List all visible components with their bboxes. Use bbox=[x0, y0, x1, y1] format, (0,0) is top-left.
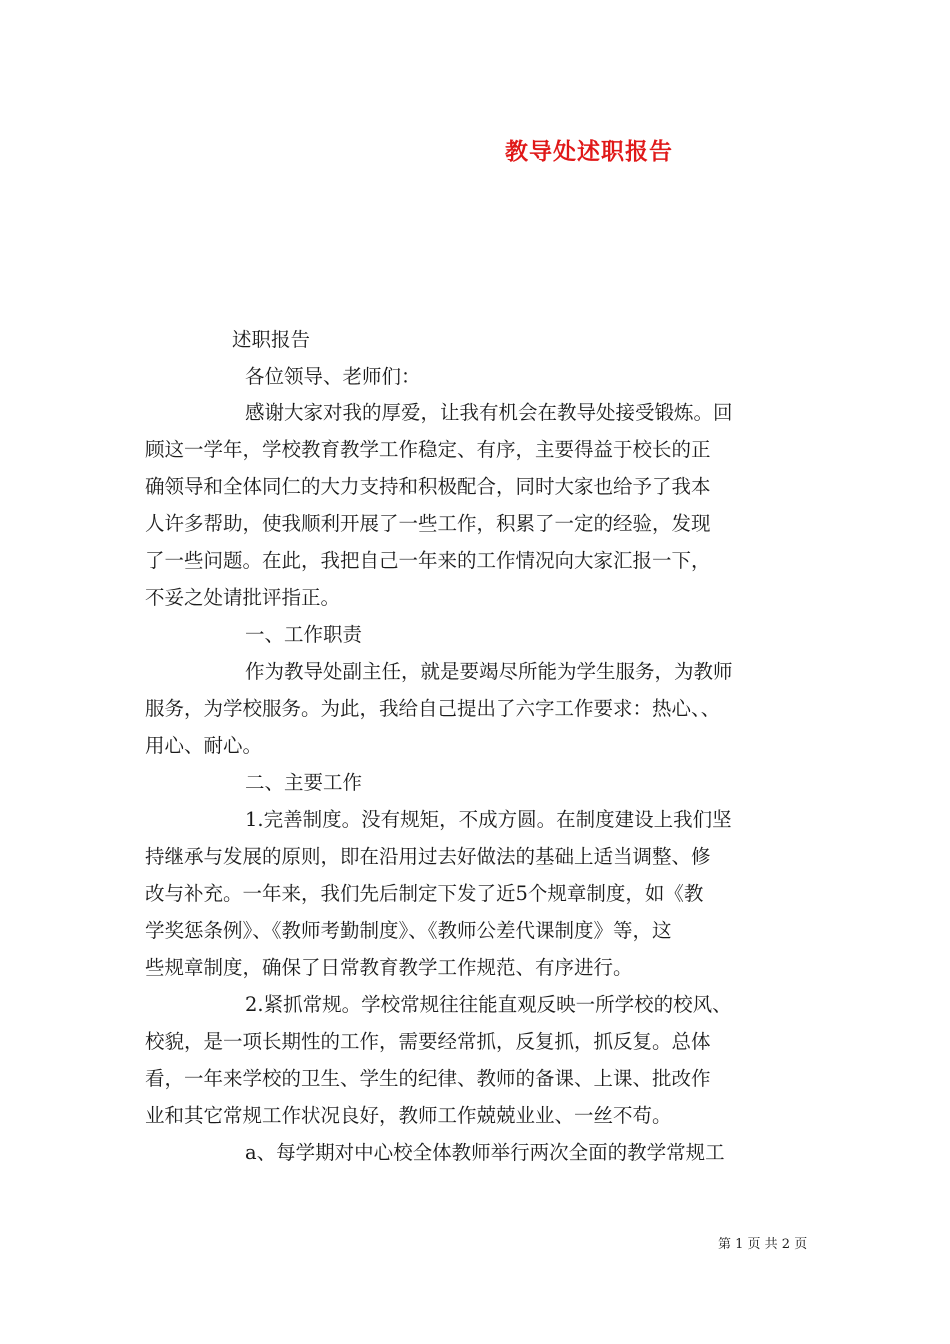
text-line: 改与补充。一年来，我们先后制定下发了近5个规章制度，如《教 bbox=[145, 882, 704, 905]
text-line: a、每学期对中心校全体教师举行两次全面的教学常规工 bbox=[245, 1141, 725, 1164]
text-line: 学奖惩条例》、《教师考勤制度》、《教师公差代课制度》等，这 bbox=[145, 919, 672, 942]
text-line: 感谢大家对我的厚爱，让我有机会在教导处接受锻炼。回 bbox=[245, 401, 733, 424]
text-line: 述职报告 bbox=[232, 328, 311, 351]
text-line: 不妥之处请批评指正。 bbox=[145, 586, 341, 609]
text-line: 2.紧抓常规。学校常规往往能直观反映一所学校的校风、 bbox=[245, 993, 732, 1016]
text-line: 校貌，是一项长期性的工作，需要经常抓，反复抓，抓反复。总体 bbox=[145, 1030, 711, 1053]
text-line: 1.完善制度。没有规矩，不成方圆。在制度建设上我们坚 bbox=[245, 808, 732, 831]
section-heading: 二、主要工作 bbox=[245, 771, 363, 794]
text-line: 顾这一学年，学校教育教学工作稳定、有序，主要得益于校长的正 bbox=[145, 438, 711, 461]
text-line: 业和其它常规工作状况良好，教师工作兢兢业业、一丝不苟。 bbox=[145, 1104, 672, 1127]
page-footer: 第 1 页 共 2 页 bbox=[718, 1237, 808, 1252]
text-line: 看，一年来学校的卫生、学生的纪律、教师的备课、上课、批改作 bbox=[145, 1067, 711, 1090]
text-line: 些规章制度，确保了日常教育教学工作规范、有序进行。 bbox=[145, 956, 633, 979]
text-line: 作为教导处副主任，就是要竭尽所能为学生服务，为教师 bbox=[245, 660, 733, 683]
text-line: 持继承与发展的原则，即在沿用过去好做法的基础上适当调整、修 bbox=[145, 845, 711, 868]
text-line: 服务，为学校服务。为此，我给自己提出了六字工作要求：热心、、 bbox=[145, 697, 721, 720]
text-line: 用心、耐心。 bbox=[145, 734, 263, 757]
text-line: 人许多帮助，使我顺利开展了一些工作，积累了一定的经验，发现 bbox=[145, 512, 711, 535]
text-line: 确领导和全体同仁的大力支持和积极配合，同时大家也给予了我本 bbox=[145, 475, 711, 498]
text-line: 各位领导、老师们： bbox=[245, 365, 421, 388]
document-title: 教导处述职报告 bbox=[505, 138, 673, 165]
section-heading: 一、工作职责 bbox=[245, 623, 363, 646]
text-line: 了一些问题。在此，我把自己一年来的工作情况向大家汇报一下， bbox=[145, 549, 711, 572]
